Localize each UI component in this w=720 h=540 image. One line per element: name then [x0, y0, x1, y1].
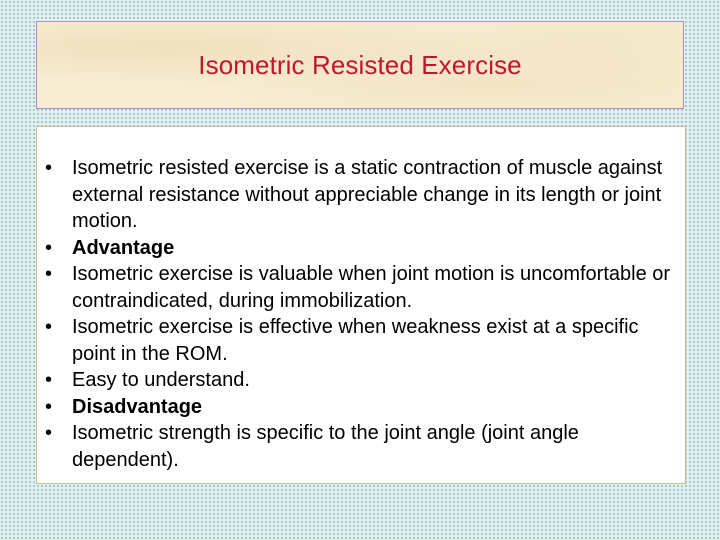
bullet-item	[37, 367, 679, 394]
bullet-marker: •	[45, 316, 53, 338]
bullet-heading-disadvantage: Disadvantage	[72, 395, 203, 418]
bullet-marker: •	[45, 236, 53, 259]
bullet-item	[37, 394, 679, 421]
bullet-text: Isometric exercise is effective when weakness exist at a specific point in the ROM.	[72, 316, 639, 365]
content-box	[36, 126, 686, 484]
bullet-item	[37, 261, 679, 314]
bullet-item	[37, 314, 679, 367]
slide-title: Isometric Resisted Exercise	[198, 49, 522, 80]
bullet-text: Isometric exercise is valuable when joint motion is uncomfortable or contraindicated, during immobilization.	[72, 263, 671, 312]
bullet-marker: •	[45, 369, 53, 391]
bullet-text: Isometric resisted exercise is a static contraction of muscle against external resistance without appreciable change in its length or joint motion.	[72, 157, 663, 232]
bullet-list	[37, 127, 685, 473]
bullet-marker: •	[45, 157, 53, 179]
bullet-item	[37, 155, 679, 235]
bullet-heading-advantage: Advantage	[72, 236, 175, 259]
bullet-item	[37, 235, 679, 262]
bullet-text: Easy to understand.	[72, 369, 250, 391]
bullet-text: Isometric strength is specific to the joint angle (joint angle dependent).	[72, 422, 579, 471]
bullet-marker: •	[45, 395, 53, 418]
bullet-marker: •	[45, 422, 53, 444]
bullet-item	[37, 420, 679, 473]
title-box	[36, 21, 684, 109]
bullet-marker: •	[45, 263, 53, 285]
